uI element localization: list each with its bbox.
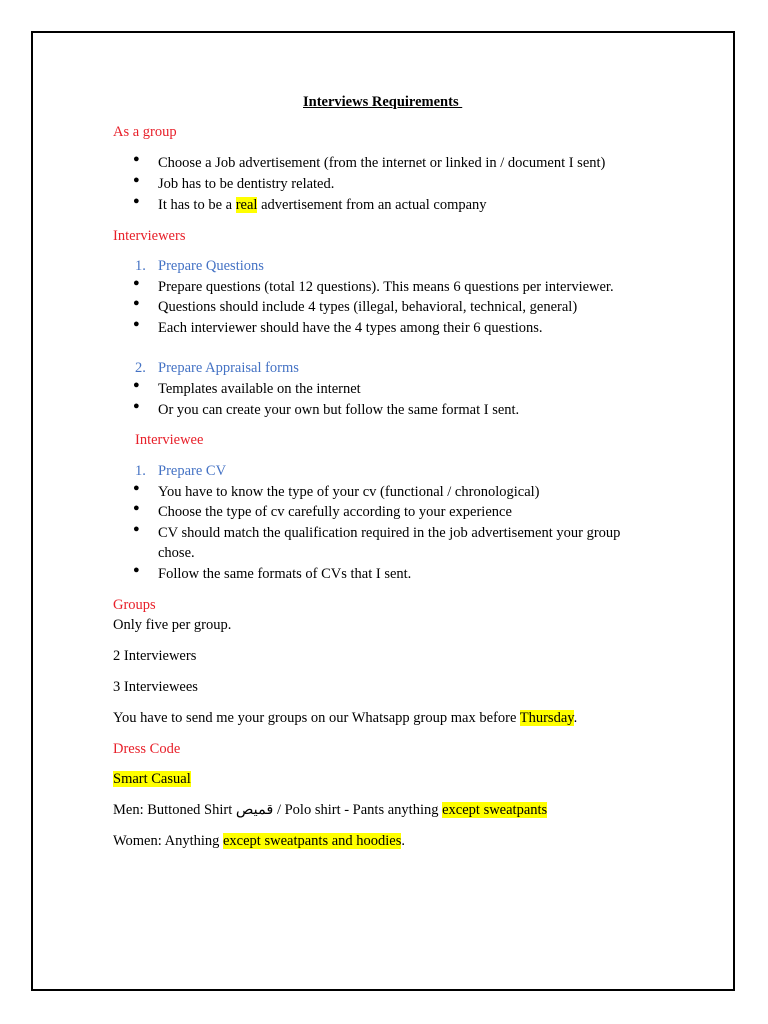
highlighted-text: except sweatpants <box>442 802 548 818</box>
as-a-group-heading: As a group <box>113 124 177 140</box>
item-text: It has to be a <box>158 197 236 213</box>
list-item: Or you can create your own but follow the same format I sent. <box>158 402 520 418</box>
bullet-icon: ● <box>133 195 140 207</box>
bullet-icon: ● <box>133 297 140 309</box>
bullet-icon: ● <box>133 277 140 289</box>
list-item: Templates available on the internet <box>158 381 361 397</box>
list-item <box>158 195 487 215</box>
list-item: CV should match the qualification required in the job advertisement your group <box>158 525 621 541</box>
document-title: Interviews Requirements <box>303 94 463 110</box>
prepare-questions-subheading: Prepare Questions <box>158 258 264 274</box>
bullet-icon: ● <box>133 523 140 535</box>
paragraph-text: . <box>573 710 578 726</box>
send-groups-text <box>113 708 577 728</box>
item-text: advertisement from an actual company <box>257 197 487 213</box>
paragraph-text: Women: Anything <box>113 833 223 849</box>
prepare-cv-subheading: Prepare CV <box>158 463 227 479</box>
list-item: Questions should include 4 types (illegal, behavioral, technical, general) <box>158 299 578 315</box>
bullet-icon: ● <box>133 379 140 391</box>
list-item-continuation: chose. <box>158 545 195 561</box>
highlighted-text: Smart Casual <box>113 771 191 787</box>
bullet-icon: ● <box>133 174 140 186</box>
bullet-icon: ● <box>133 482 140 494</box>
list-item: Choose the type of cv carefully according to your experience <box>158 504 512 520</box>
bullet-icon: ● <box>133 400 140 412</box>
interviewee-heading: Interviewee <box>135 432 204 448</box>
list-number: 1. <box>135 258 146 274</box>
men-dress-text <box>113 800 547 820</box>
paragraph-text: You have to send me your groups on our Whatsapp group max before <box>113 710 520 726</box>
groups-size-text: Only five per group. <box>113 617 232 633</box>
list-item: Job has to be dentistry related. <box>158 176 335 192</box>
list-number: 1. <box>135 463 146 479</box>
interviewees-count-text: 3 Interviewees <box>113 679 198 695</box>
groups-heading: Groups <box>113 597 156 613</box>
list-number: 2. <box>135 360 146 376</box>
bullet-icon: ● <box>133 502 140 514</box>
paragraph-text: Men: Buttoned Shirt قميص / Polo shirt - Pants anything <box>113 802 443 818</box>
dress-code-heading: Dress Code <box>113 741 181 757</box>
list-item: Prepare questions (total 12 questions). This means 6 questions per interviewer. <box>158 279 614 295</box>
highlighted-text: real <box>235 197 258 213</box>
prepare-appraisal-subheading: Prepare Appraisal forms <box>158 360 299 376</box>
list-item: Follow the same formats of CVs that I sent. <box>158 566 412 582</box>
bullet-icon: ● <box>133 318 140 330</box>
dress-style-text <box>113 769 191 789</box>
list-item: Choose a Job advertisement (from the internet or linked in / document I sent) <box>158 155 606 171</box>
list-item: You have to know the type of your cv (functional / chronological) <box>158 484 540 500</box>
women-dress-text <box>113 831 405 851</box>
bullet-icon: ● <box>133 153 140 165</box>
paragraph-text: . <box>401 833 406 849</box>
interviewers-heading: Interviewers <box>113 228 186 244</box>
highlighted-text: Thursday <box>519 710 574 726</box>
bullet-icon: ● <box>133 564 140 576</box>
highlighted-text: except sweatpants and hoodies <box>223 833 402 849</box>
list-item: Each interviewer should have the 4 types among their 6 questions. <box>158 320 543 336</box>
interviewers-count-text: 2 Interviewers <box>113 648 197 664</box>
